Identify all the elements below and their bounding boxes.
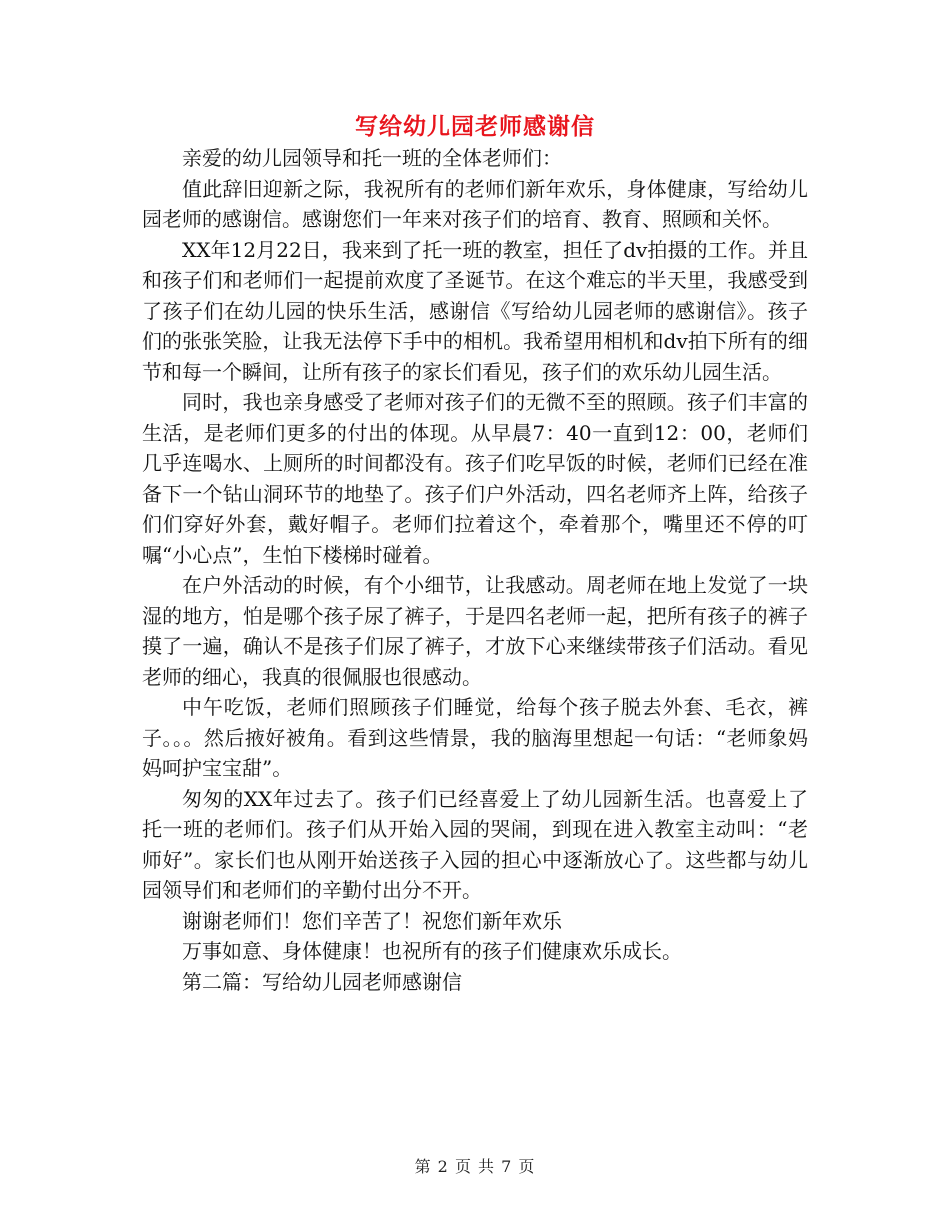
section-heading: 第二篇：写给幼儿园老师感谢信 <box>182 969 462 994</box>
paragraph-closing: 谢谢老师们！您们辛苦了！祝您们新年欢乐 <box>182 908 562 933</box>
paragraph-closing: 万事如意、身体健康！也祝所有的孩子们健康欢乐成长。 <box>182 939 682 963</box>
paragraph: XX年12月22日，我来到了托一班的教室，担任了dv拍摄的工作。并且和孩子们和老师们一起提前欢度了圣诞节。在这个难忘的半天里，我感受到了孩子们在幼儿园的快乐生活，感谢信《写给幼儿园老师的感谢信》。孩子们的张张笑脸，让我无法停下手中的相机。我希望用相机和dv拍下所有的细节和每一个瞬间，让所有孩子的家长们看见，孩子们的欢乐幼儿园生活。 <box>142 237 808 384</box>
paragraph-salutation: 亲爱的幼儿园领导和托一班的全体老师们： <box>182 146 562 170</box>
paragraph: 在户外活动的时候，有个小细节，让我感动。周老师在地上发觉了一块湿的地方，怕是哪个孩子尿了裤子，于是四名老师一起，把所有孩子的裤子摸了一遍，确认不是孩子们尿了裤子，才放下心来继续带孩子们活动。看见老师的细心，我真的很佩服也很感动。 <box>142 573 808 689</box>
paragraph: 同时，我也亲身感受了老师对孩子们的无微不至的照顾。孩子们丰富的生活，是老师们更多的付出的体现。从早晨7：40一直到12：00，老师们几乎连喝水、上厕所的时间都没有。孩子们吃早饭的时候，老师们已经在准备下一个钻山洞环节的地垫了。孩子们户外活动，四名老师齐上阵，给孩子们们穿好外套，戴好帽子。老师们拉着这个，牵着那个，嘴里还不停的叮嘱“小心点”，生怕下楼梯时碰着。 <box>142 390 808 567</box>
document-body <box>142 143 808 997</box>
paragraph: 值此辞旧迎新之际，我祝所有的老师们新年欢乐，身体健康，写给幼儿园老师的感谢信。感谢您们一年来对孩子们的培育、教育、照顾和关怀。 <box>142 176 808 231</box>
page-number-footer: 第 2 页 共 7 页 <box>414 1157 536 1176</box>
document-title: 写给幼儿园老师感谢信 <box>355 113 595 140</box>
paragraph: 匆匆的XX年过去了。孩子们已经喜爱上了幼儿园新生活。也喜爱上了托一班的老师们。孩子们从开始入园的哭闹，到现在进入教室主动叫：“老师好”。家长们也从刚开始送孩子入园的担心中逐渐放心了。这些都与幼儿园领导们和老师们的辛勤付出分不开。 <box>142 786 808 902</box>
paragraph: 中午吃饭，老师们照顾孩子们睡觉，给每个孩子脱去外套、毛衣，裤子。。。然后掖好被角。看到这些情景，我的脑海里想起一句话：“老师象妈妈呵护宝宝甜”。 <box>142 695 808 780</box>
